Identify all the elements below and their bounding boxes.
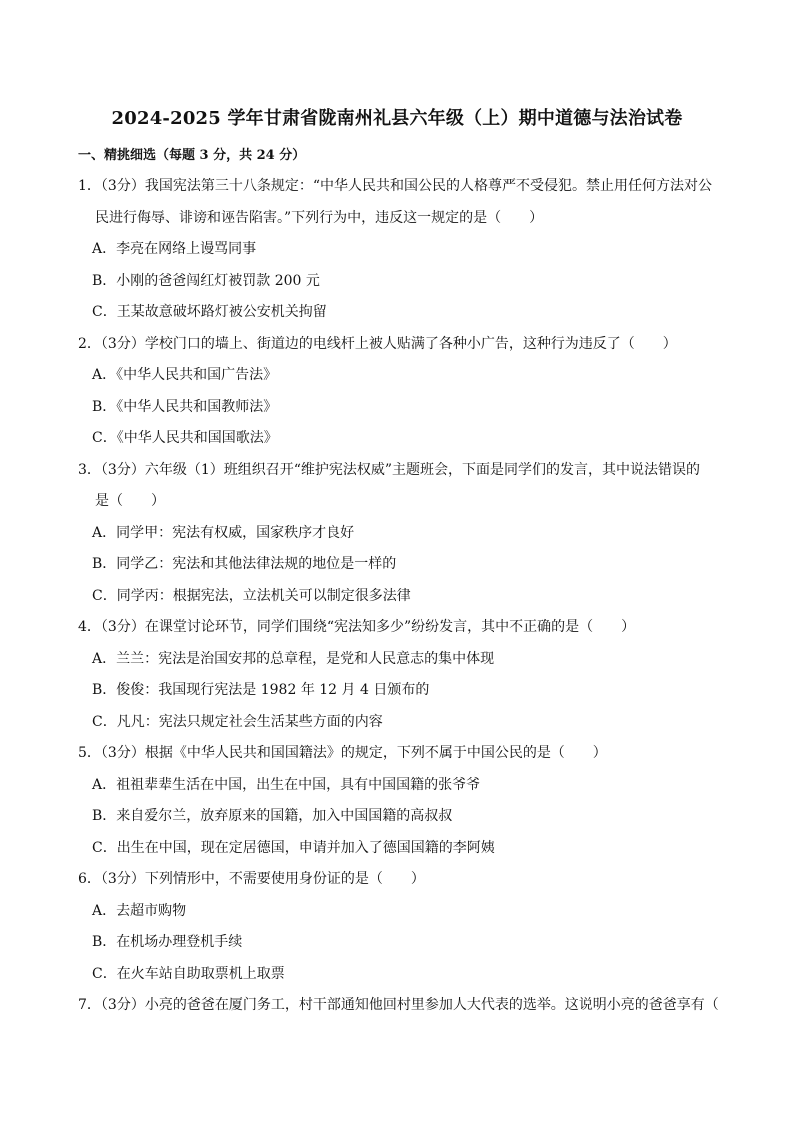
question-1 <box>78 171 728 329</box>
question-stem-continued: 是（ ） <box>95 493 165 509</box>
option-b: B．来自爱尔兰，放弃原来的国籍，加入中国国籍的高叔叔 <box>92 808 453 824</box>
question-stem-continued: 民进行侮辱、诽谤和诬告陷害。”下列行为中，违反这一规定的是（ ） <box>95 209 544 226</box>
option-a: A．兰兰：宪法是治国安邦的总章程，是党和人民意志的集中体现 <box>92 650 495 667</box>
option-b: B．小刚的爸爸闯红灯被罚款 200 元 <box>92 272 320 289</box>
option-a: A．去超市购物 <box>92 902 187 919</box>
option-b: B．俊俊：我国现行宪法是 1982 年 12 月 4 日颁布的 <box>92 682 430 698</box>
option-a: A．李亮在网络上谩骂同事 <box>92 241 257 257</box>
question-stem: 7．（3分）小亮的爸爸在厦门务工，村干部通知他回村里参加人大代表的选举。这说明小亮的爸爸享有（ <box>78 997 719 1013</box>
option-a: A．《中华人民共和国广告法》 <box>92 367 278 383</box>
question-4 <box>78 612 728 738</box>
option-c: C．《中华人民共和国国歌法》 <box>92 430 278 446</box>
question-6 <box>78 864 728 990</box>
section-heading: 一、精挑细选（每题 3 分，共 24 分） <box>78 148 306 163</box>
question-2 <box>78 329 728 455</box>
option-b: B．同学乙：宪法和其他法律法规的地位是一样的 <box>92 556 397 572</box>
question-7 <box>78 990 728 1022</box>
question-list <box>78 171 728 1022</box>
option-b: B．在机场办理登机手续 <box>92 934 243 950</box>
option-c: C．凡凡：宪法只规定社会生活某些方面的内容 <box>92 713 383 730</box>
question-stem: 4．（3分）在课堂讨论环节，同学们围绕“宪法知多少”纷纷发言，其中不正确的是（ ） <box>78 619 636 635</box>
question-3 <box>78 455 728 613</box>
option-a: A．祖祖辈辈生活在中国，出生在中国，具有中国国籍的张爷爷 <box>92 776 481 793</box>
question-stem: 3．（3分）六年级（1）班组织召开“维护宪法权威”主题班会，下面是同学们的发言，其中说法错误的 <box>78 461 701 478</box>
question-stem: 1．（3分）我国宪法第三十八条规定：“中华人民共和国公民的人格尊严不受侵犯。禁止用任何方法对公 <box>78 178 712 194</box>
option-c: C．在火车站自助取票机上取票 <box>92 965 285 982</box>
exam-title: 2024-2025 学年甘肃省陇南州礼县六年级（上）期中道德与法治试卷 <box>111 108 683 129</box>
question-stem: 5．（3分）根据《中华人民共和国国籍法》的规定，下列不属于中国公民的是（ ） <box>78 745 607 761</box>
question-stem: 6．（3分）下列情形中，不需要使用身份证的是（ ） <box>78 871 425 887</box>
option-c: C．出生在中国，现在定居德国，申请并加入了德国国籍的李阿姨 <box>92 839 495 856</box>
question-stem: 2．（3分）学校门口的墙上、街道边的电线杆上被人贴满了各种小广告，这种行为违反了（ ） <box>78 335 677 352</box>
option-c: C．同学丙：根据宪法，立法机关可以制定很多法律 <box>92 587 411 604</box>
option-b: B．《中华人民共和国教师法》 <box>92 398 278 415</box>
option-c: C．王某故意破坏路灯被公安机关拘留 <box>92 304 327 320</box>
option-a: A．同学甲：宪法有权威，国家秩序才良好 <box>92 524 355 541</box>
question-5 <box>78 738 728 864</box>
